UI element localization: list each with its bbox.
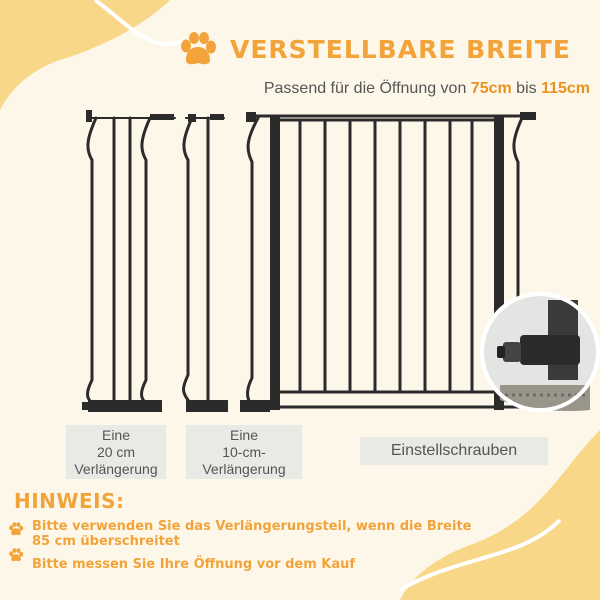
- adjustment-screws-label: Einstellschrauben: [360, 437, 548, 465]
- notes-heading: HINWEIS:: [14, 489, 125, 513]
- max-width-value: 115cm: [541, 80, 590, 97]
- extension-10cm-label: Eine 10-cm- Verlängerung: [186, 425, 302, 479]
- min-width-value: 75cm: [470, 80, 512, 97]
- page-title: VERSTELLBARE BREITE: [230, 34, 571, 64]
- paw-icon: [8, 522, 24, 536]
- extension-20cm-image: [82, 110, 175, 412]
- extension-20cm-label: Eine 20 cm Verlängerung: [66, 425, 166, 479]
- extension-10cm-image: [184, 114, 229, 412]
- paw-icon: [8, 548, 24, 562]
- note-measure: Bitte messen Sie Ihre Öffnung vor dem Kauf: [32, 557, 356, 572]
- screw-closeup-image: [482, 294, 598, 411]
- page-subtitle: Passend für die Öffnung von 75cm bis 115cm: [263, 80, 590, 97]
- note-extension: Bitte verwenden Sie das Verlängerungsteil, wenn die Breite 85 cm überschreitet: [32, 519, 472, 549]
